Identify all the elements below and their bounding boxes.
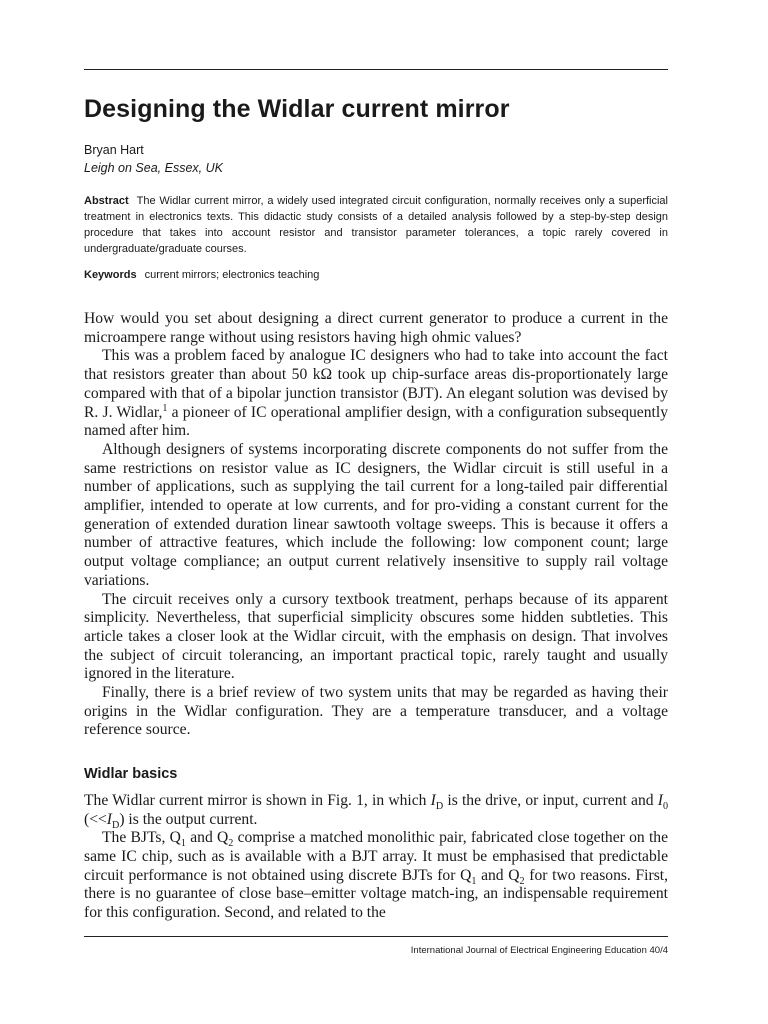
paragraph-3: Although designers of systems incorporating discrete components do not suffer from the same restrictions on resistor value as IC designers, the Widlar circuit is still useful in a number of applications, such as supplying the tail current for a long-tailed pair differential amplifier, intended to operate at low currents, and for pro-viding a constant current for the generation of extended duration linear sawtooth voltage sweeps. This is because it offers a number of attractive features, which include the following: low component count; large output voltage compliance; an output current relatively insensitive to supply rail voltage variations. — [84, 440, 668, 589]
journal-footer: International Journal of Electrical Engineering Education 40/4 — [410, 945, 668, 956]
paragraph-2: This was a problem faced by analogue IC designers who had to take into account the fact that resistors greater than about 50 kΩ took up chip-surface areas dis-proportionately large compared with that of a bipolar junction transistor (BJT). An elegant solution was devised by R. J. Widlar,$^1$ a pioneer of IC operational amplifier design, with a configuration subsequently named after him. — [84, 347, 668, 440]
paragraph-4: The circuit receives only a cursory textbook treatment, perhaps because of its apparent simplicity. Nevertheless, that superficial simplicity obscures some hidden subtleties. This article takes a closer look at the Widlar circuit, with the emphasis on design. That involves the subject of circuit tolerancing, an important practical topic, rarely taught and usually ignored in the literature. — [84, 590, 668, 683]
bottom-rule — [84, 936, 668, 937]
paragraph-1: How would you set about designing a direct current generator to produce a current in the microampere range without using resistors having high ohmic values? — [84, 310, 668, 346]
paragraph-5: Finally, there is a brief review of two system units that may be regarded as having their origins in the Widlar configuration. They are a temperature transducer, and a voltage reference source. — [84, 684, 668, 739]
author-affiliation: Leigh on Sea, Essex, UK — [84, 161, 223, 175]
author-name: Bryan Hart — [84, 143, 144, 157]
reference-1: 1 — [162, 402, 168, 414]
keywords-label: Keywords — [84, 269, 137, 281]
keywords — [84, 269, 319, 281]
article-title: Designing the Widlar current mirror — [84, 95, 510, 123]
abstract-label: Abstract — [84, 195, 129, 207]
keywords-text: current mirrors; electronics teaching — [144, 269, 320, 281]
top-rule — [84, 69, 668, 70]
section-paragraph-2: The BJTs, $Q_1$ and $Q_2$ comprise a matched monolithic pair, fabricated close together on the same IC chip, such as is available with a BJT array. It must be emphasised that predictable circuit performance is not obtained using discrete BJTs for $Q_1$ and $Q_2$ for two reasons. First, there is no guarantee of close base–emitter voltage match-ing, an indispensable requirement for this configuration. Second, and related to the — [84, 829, 668, 922]
abstract — [84, 193, 668, 257]
section-heading: Widlar basics — [84, 766, 178, 783]
abstract-text: The Widlar current mirror, a widely used integrated circuit configuration, normally receives only a superficial treatment in electronics texts. This didactic study consists of a detailed analysis followed by a step-by-step design procedure that takes into account resistor and transistor parameter tolerances, a topic rarely covered in undergraduate/graduate courses. — [84, 195, 668, 255]
paper-page — [84, 0, 668, 1024]
section-paragraph-1: The Widlar current mirror is shown in Fig. 1, in which $I_D$ is the drive, or input, current and $I_0$ $(<<I_D)$ is the output current. — [84, 791, 668, 831]
article-body — [84, 310, 668, 923]
